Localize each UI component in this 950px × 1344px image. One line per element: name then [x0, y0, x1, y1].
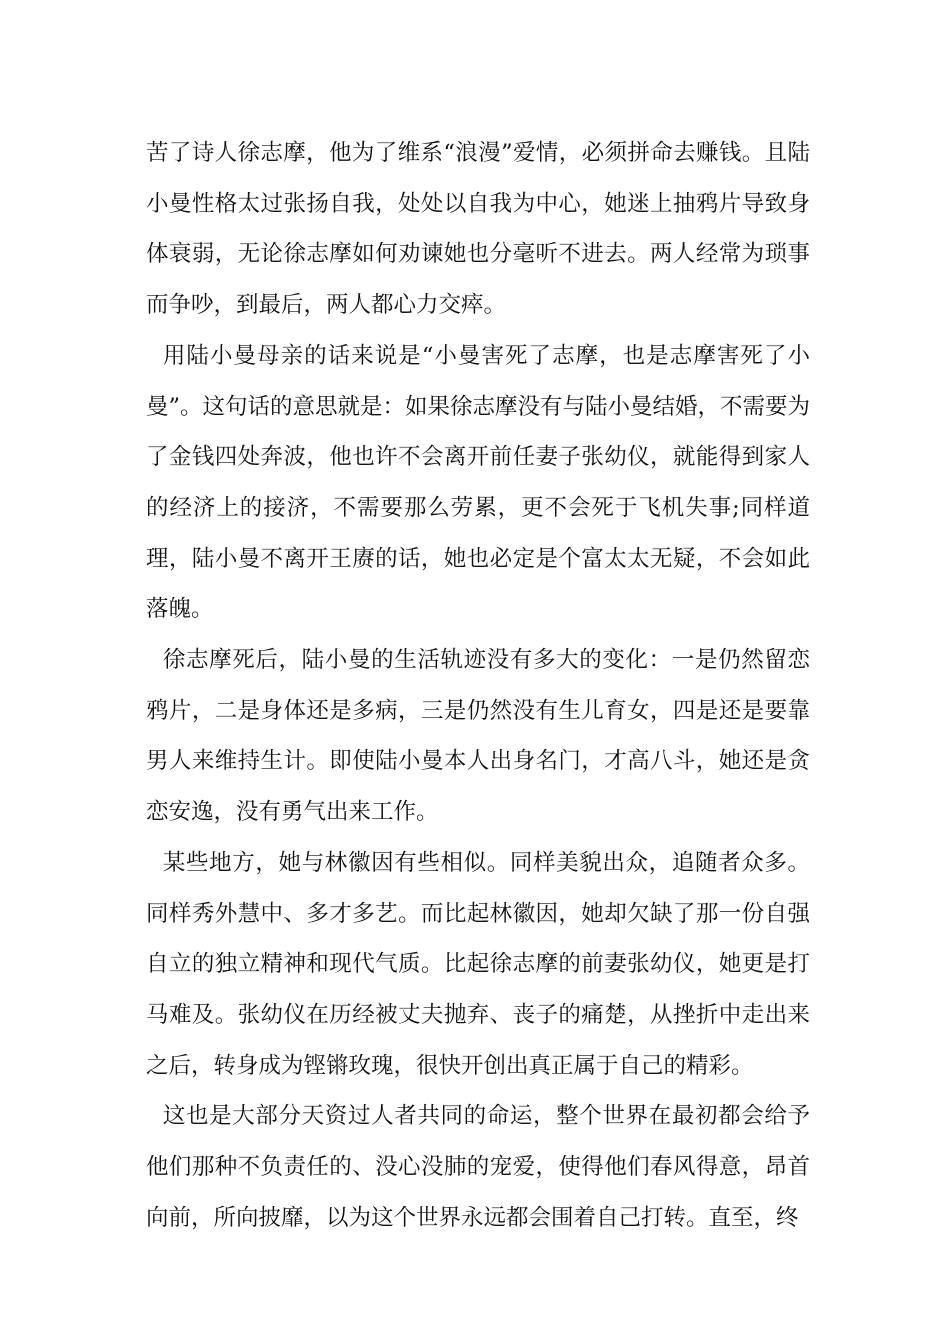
- paragraph-4: 某些地方，她与林徽因有些相似。同样美貌出众，追随者众多。同样秀外慧中、多才多艺。而比起林徽因，她却欠缺了那一份自强自立的独立精神和现代气质。比起徐志摩的前妻张幼仪，她更是打马难及。张幼仪在历经被丈夫抛弃、丧子的痛楚，从挫折中走出来之后，转身成为铿锵玫瑰，很快开创出真正属于自己的精彩。: [146, 849, 810, 1079]
- paragraph-1: 苦了诗人徐志摩，他为了维系“浪漫”爱情，必须拼命去赚钱。且陆小曼性格太过张扬自我，处处以自我为中心，她迷上抽鸦片导致身体衰弱，无论徐志摩如何劝谏她也分毫听不进去。两人经常为琐事而争吵，到最后，两人都心力交瘁。: [146, 140, 810, 319]
- paragraph-3: 徐志摩死后，陆小曼的生活轨迹没有多大的变化：一是仍然留恋鸦片，二是身体还是多病，三是仍然没有生儿育女，四是还是要靠男人来维持生计。即使陆小曼本人出身名门，才高八斗，她还是贪恋安逸，没有勇气出来工作。: [146, 647, 810, 826]
- paragraph-5: 这也是大部分天资过人者共同的命运，整个世界在最初都会给予他们那种不负责任的、没心没肺的宠爱，使得他们春风得意，昂首向前，所向披靡，以为这个世界永远都会围着自己打转。直至，终: [146, 1103, 810, 1231]
- paragraph-2: 用陆小曼母亲的话来说是“小曼害死了志摩，也是志摩害死了小曼”。这句话的意思就是：如果徐志摩没有与陆小曼结婚，不需要为了金钱四处奔波，他也许不会离开前任妻子张幼仪，就能得到家人的经济上的接济，不需要那么劳累，更不会死于飞机失事;同样道理，陆小曼不离开王赓的话，她也必定是个富太太无疑，不会如此落魄。: [146, 342, 811, 623]
- document-text: [146, 128, 810, 1243]
